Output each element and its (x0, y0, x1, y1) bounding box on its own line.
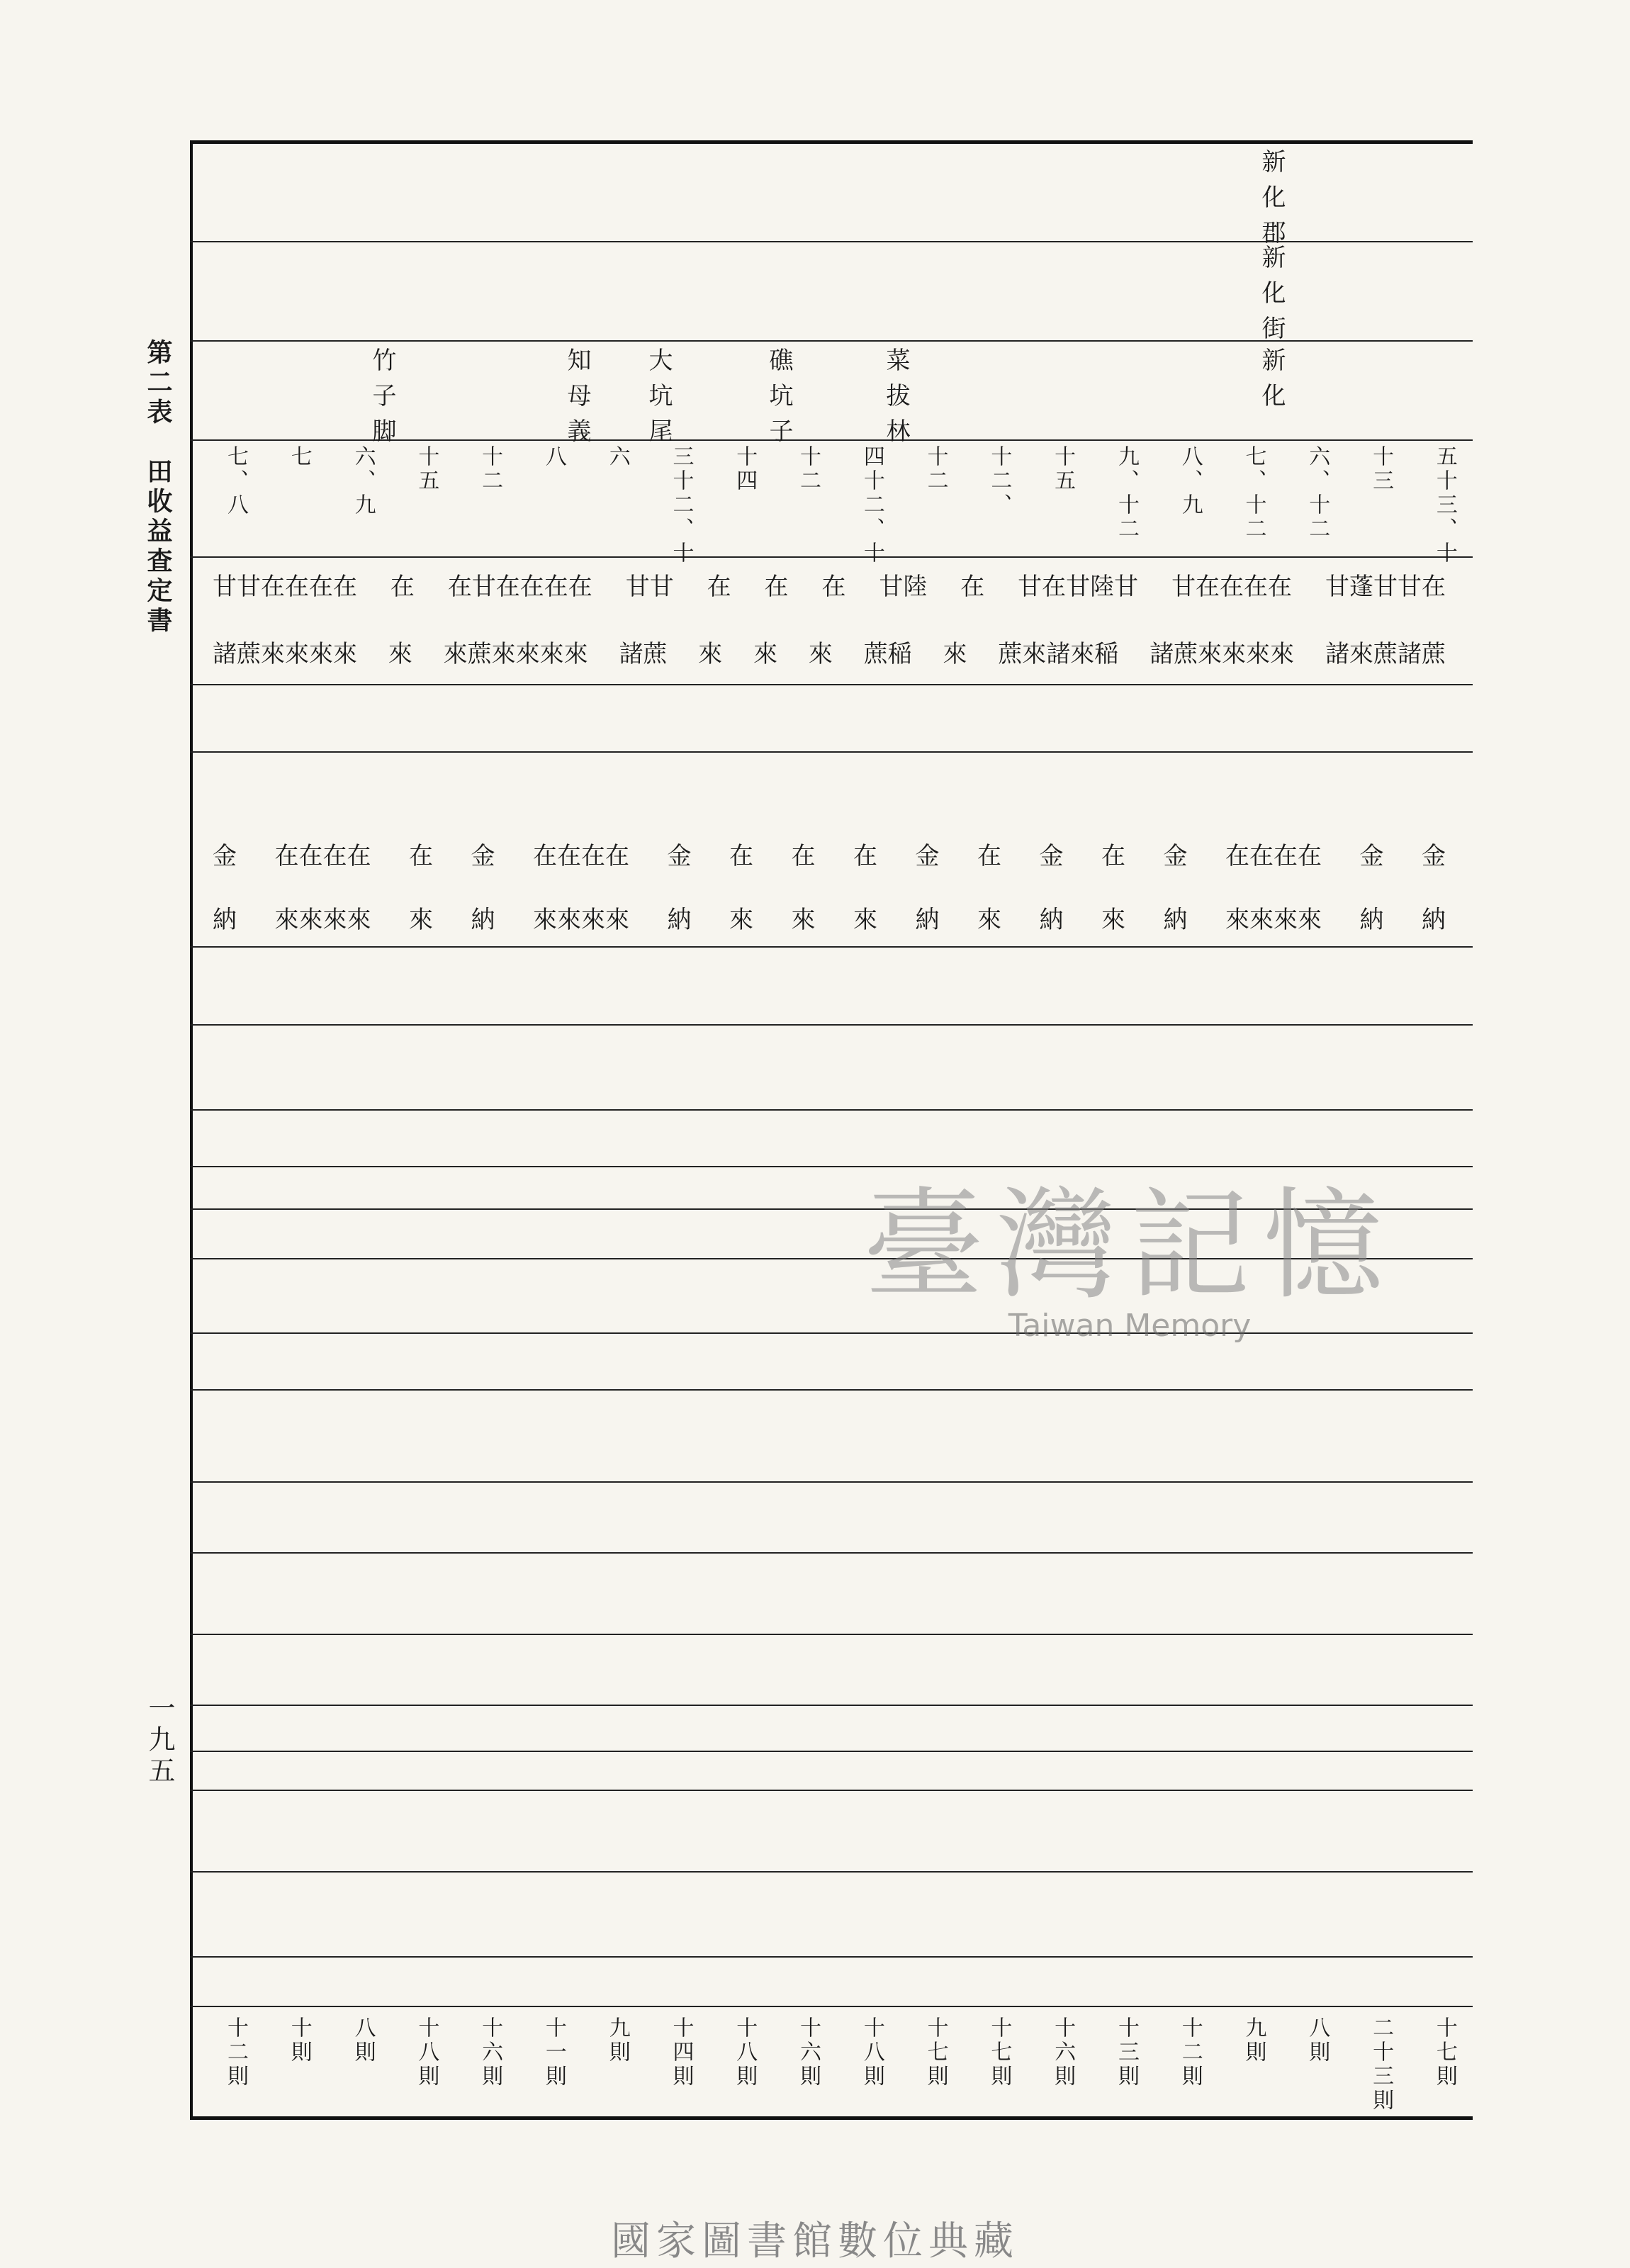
terms-cell: 二十三則 (1368, 2016, 1394, 2113)
grade-cell: 十三 (1368, 445, 1394, 493)
crop-cell: 來 (698, 640, 723, 668)
row-rule-k (190, 1634, 1473, 1635)
grade-cell: 十二 (478, 445, 503, 493)
terms-cell: 十八則 (859, 2016, 884, 2089)
payment-cell: 金 (213, 842, 237, 870)
terms-cell: 十四則 (668, 2016, 694, 2089)
payment-cell: 在 (977, 842, 1001, 870)
crop-cell: 來 (388, 640, 412, 668)
grade-cell: 七、八 (223, 445, 248, 517)
grade-cell: 九、十二 (1113, 445, 1139, 541)
crop-cell: 甘在在在在 (1171, 573, 1293, 601)
grade-cell: 八 (541, 445, 566, 469)
payment-cell: 金 (667, 842, 692, 870)
locality-label: 新化 (1257, 347, 1286, 418)
payment-cell: 來 (729, 906, 753, 934)
payment-cell: 來 (1101, 906, 1125, 934)
payment-cell: 納 (213, 906, 237, 934)
row-rule-q (190, 2006, 1473, 2007)
terms-cell: 十八則 (414, 2016, 439, 2089)
terms-cell: 十則 (286, 2016, 312, 2065)
terms-row (213, 2016, 1460, 2113)
payment-cell: 金 (471, 842, 495, 870)
grade-cell: 十二、 (987, 445, 1012, 517)
payment-cell: 來 (977, 906, 1001, 934)
margin-title: 第二表 田收益査定書 (143, 339, 173, 636)
terms-cell: 八則 (1305, 2016, 1330, 2065)
grade-cell: 十二 (796, 445, 821, 493)
crop-cell: 在甘在在在在 (447, 573, 592, 601)
payment-cell: 在 (1101, 842, 1125, 870)
page-number: 一九五 (144, 1694, 175, 1787)
grade-cell: 七、十二 (1241, 445, 1266, 541)
crop-cell: 蔗稲 (863, 640, 912, 668)
terms-cell: 十二則 (1177, 2016, 1203, 2089)
crop-cell: 在 (707, 573, 731, 601)
payment-cell: 來來來來 (533, 906, 629, 934)
crop-cell: 諸蔗來來來來 (1150, 640, 1295, 668)
payment-cell: 在 (853, 842, 877, 870)
grade-cell: 十四 (732, 445, 758, 493)
crop-cell: 諸蔗來來來來 (213, 640, 357, 668)
grade-row (213, 445, 1460, 566)
place-jiaokengzi: 礁坑子 (765, 347, 793, 454)
watermark (863, 1148, 1396, 1344)
payment-cell: 在在在在 (274, 842, 371, 870)
crop-cell: 在 (821, 573, 846, 601)
left-border (190, 142, 193, 2119)
payment-cell: 納 (1039, 906, 1064, 934)
payment-cell: 納 (471, 906, 495, 934)
crop-cell: 來 (753, 640, 778, 668)
crop-cell: 來蔗來來來來 (443, 640, 588, 668)
top-border (190, 140, 1473, 144)
row-rule-i (190, 1481, 1473, 1483)
payment-row (213, 836, 1446, 871)
row-rule-payment (190, 946, 1473, 948)
crop-cell: 在 (390, 573, 415, 601)
payment-cell: 金 (1422, 842, 1446, 870)
payment-cell: 納 (1422, 906, 1446, 934)
grade-cell: 十二 (923, 445, 948, 493)
row-rule-l (190, 1705, 1473, 1706)
payment-cell: 來 (853, 906, 877, 934)
grade-cell: 十五 (1050, 445, 1076, 493)
terms-cell: 十七則 (923, 2016, 948, 2089)
street-label: 新化街 (1257, 245, 1286, 351)
place-dakengwei: 大坑尾 (644, 347, 673, 454)
terms-cell: 十六則 (478, 2016, 503, 2089)
payment-cell: 納 (1359, 906, 1384, 934)
grade-cell: 六、十二 (1305, 445, 1330, 541)
crop-cell: 諸來蔗諸蔗 (1325, 640, 1446, 668)
watermark-main: 臺灣記憶 (862, 1176, 1396, 1316)
place-zhuzijiao: 竹子脚 (368, 347, 396, 454)
crop-cell: 來 (943, 640, 967, 668)
payment-cell: 來 (791, 906, 816, 934)
row-rule-crop (190, 684, 1473, 685)
crop-cell: 甘甘在在在在 (213, 573, 357, 601)
row-rule-a (190, 751, 1473, 753)
crop-cell: 甘蓬甘甘在 (1325, 573, 1446, 601)
crop-cell: 在 (764, 573, 789, 601)
grade-cell: 三十二、十 (668, 445, 694, 566)
payment-cell: 納 (667, 906, 692, 934)
payment-cell: 在在在在 (1225, 842, 1322, 870)
grade-cell: 八、九 (1177, 445, 1203, 517)
payment-cell: 金 (915, 842, 940, 870)
payment-cell: 金 (1039, 842, 1064, 870)
row-rule-o (190, 1871, 1473, 1873)
payment-cell: 金 (1359, 842, 1384, 870)
payment-cell: 在在在在 (533, 842, 629, 870)
crop-cell: 諸蔗 (619, 640, 668, 668)
crop-cell: 甘甘 (625, 573, 674, 601)
crop-cell: 在 (960, 573, 985, 601)
grade-cell: 六 (605, 445, 630, 469)
crop-row-2 (213, 634, 1446, 669)
terms-cell: 十六則 (1050, 2016, 1076, 2089)
row-rule-p (190, 1956, 1473, 1958)
district-label: 新化郡 (1257, 149, 1286, 255)
crop-cell: 甘陸 (879, 573, 928, 601)
terms-cell: 十三則 (1113, 2016, 1139, 2089)
row-rule-j (190, 1552, 1473, 1554)
terms-cell: 九則 (605, 2016, 630, 2065)
row-rule-b (190, 1024, 1473, 1026)
terms-cell: 十七則 (987, 2016, 1012, 2089)
payment-cell: 在 (791, 842, 816, 870)
grade-cell: 十五 (414, 445, 439, 493)
grade-cell: 六、九 (350, 445, 376, 517)
place-caibalin: 菜拔林 (882, 347, 910, 454)
crop-cell: 甘在甘陸甘 (1018, 573, 1139, 601)
terms-cell: 十七則 (1432, 2016, 1457, 2089)
crop-row (213, 567, 1446, 602)
row-rule-h (190, 1389, 1473, 1391)
terms-cell: 十二則 (223, 2016, 248, 2089)
grade-cell: 七 (286, 445, 312, 469)
grade-cell: 五十三、十 (1432, 445, 1457, 566)
crop-cell: 蔗來諸來稲 (998, 640, 1119, 668)
terms-cell: 八則 (350, 2016, 376, 2065)
row-rule-m (190, 1751, 1473, 1752)
terms-cell: 十六則 (796, 2016, 821, 2089)
watermark-sub: Taiwan Memory (1008, 1308, 1252, 1344)
footer-caption: 國家圖書館數位典藏 (611, 2218, 1019, 2264)
grade-cell: 四十二、十 (859, 445, 884, 566)
terms-cell: 十一則 (541, 2016, 566, 2089)
payment-row-2 (213, 900, 1446, 935)
payment-cell: 金 (1163, 842, 1188, 870)
payment-cell: 來來來來 (274, 906, 371, 934)
row-rule-n (190, 1790, 1473, 1791)
payment-cell: 在 (409, 842, 433, 870)
payment-cell: 來 (409, 906, 433, 934)
row-rule-c (190, 1109, 1473, 1111)
crop-cell: 來 (808, 640, 833, 668)
payment-cell: 來來來來 (1225, 906, 1322, 934)
bottom-border (190, 2116, 1473, 2120)
payment-cell: 納 (915, 906, 940, 934)
place-zhimuyi: 知母義 (563, 347, 591, 454)
terms-cell: 九則 (1241, 2016, 1266, 2065)
payment-cell: 納 (1163, 906, 1188, 934)
terms-cell: 十八則 (732, 2016, 758, 2089)
payment-cell: 在 (729, 842, 753, 870)
